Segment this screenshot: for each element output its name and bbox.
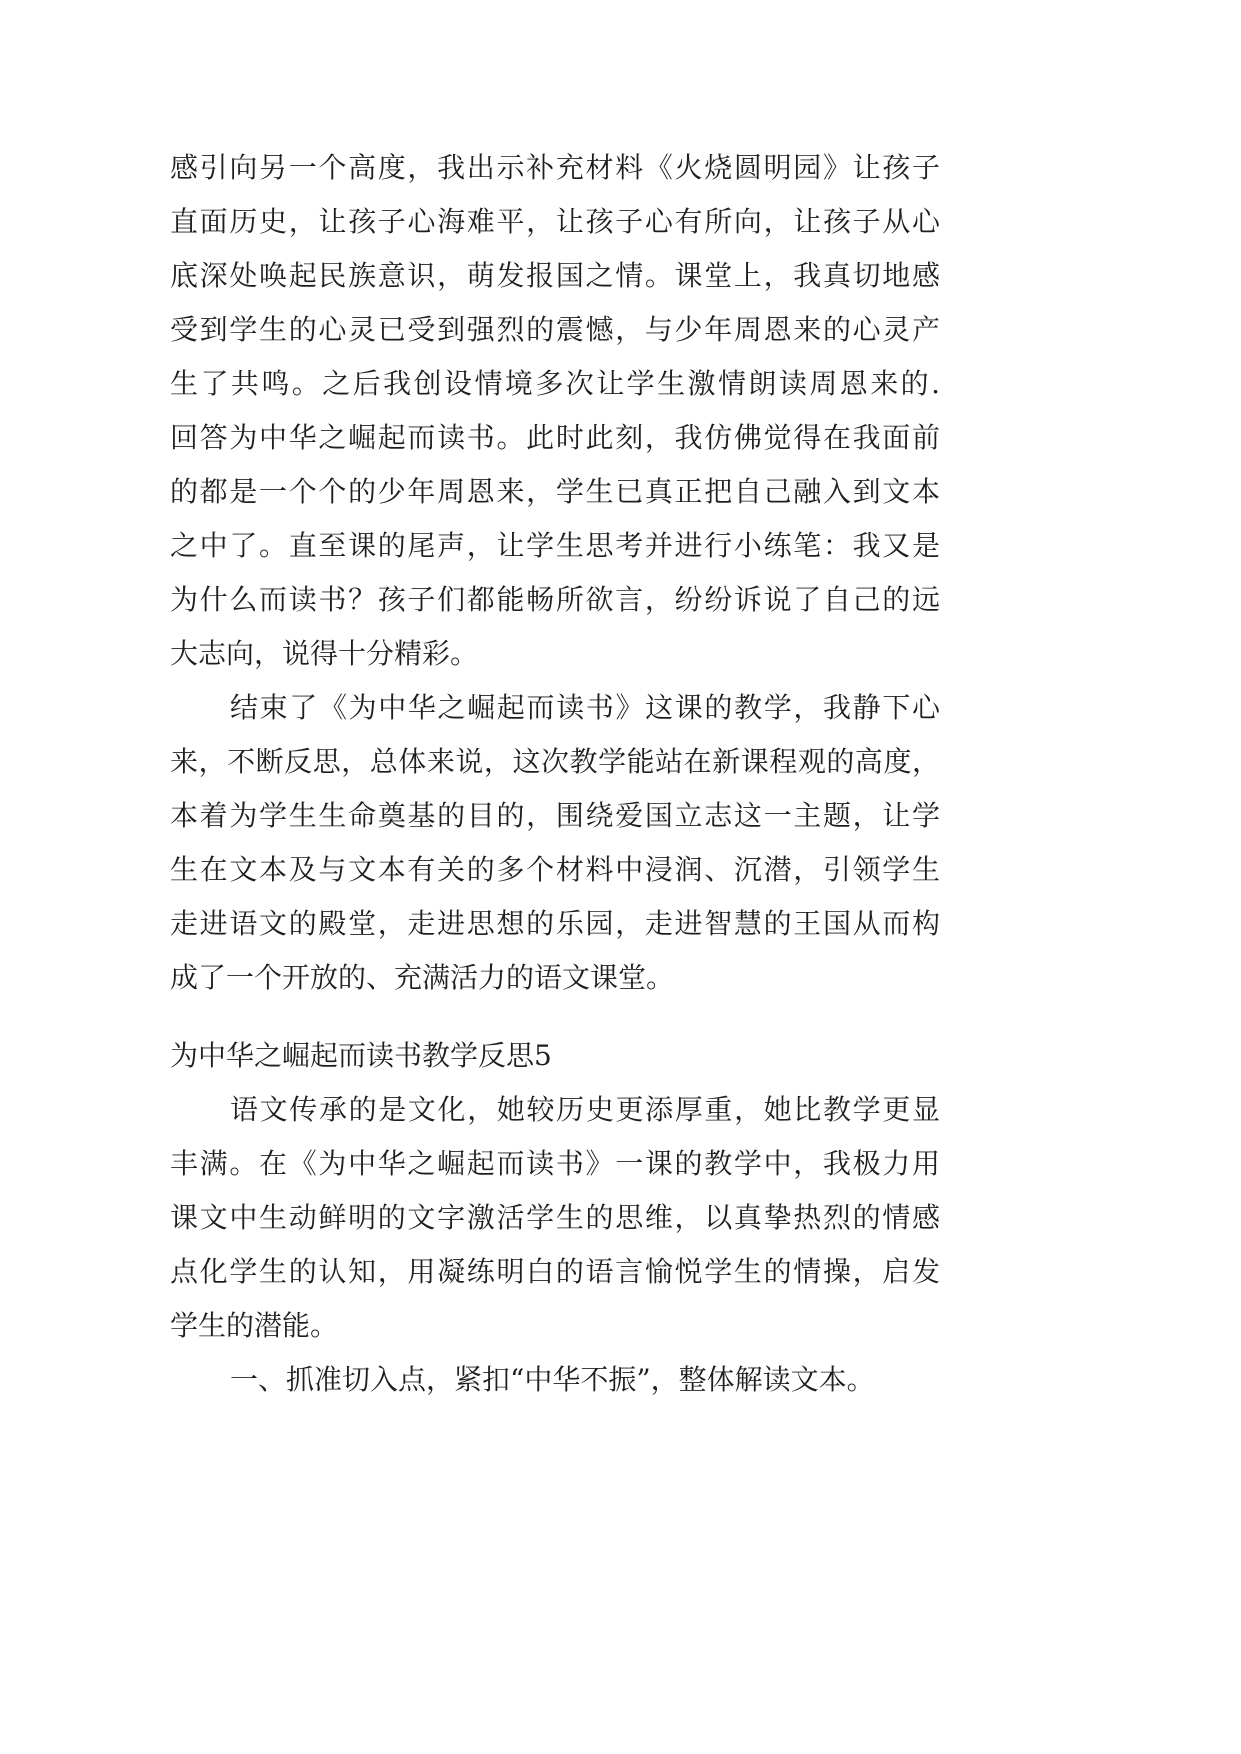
text-line: 回答为中华之崛起而读书。此时此刻，我仿佛觉得在我面前 <box>170 421 940 454</box>
text-line: 感引向另一个高度，我出示补充材料《火烧圆明园》让孩子 <box>170 151 940 184</box>
paragraph-intro <box>170 1083 940 1353</box>
text-line: 大志向，说得十分精彩。 <box>170 637 479 670</box>
text-line: 的都是一个个的少年周恩来，学生已真正把自己融入到文本 <box>170 475 940 508</box>
section-heading: 为中华之崛起而读书教学反思5 <box>170 1039 552 1072</box>
text-line: 生了共鸣。之后我创设情境多次让学生激情朗读周恩来的. <box>170 367 940 400</box>
paragraph-point-one <box>170 1353 940 1407</box>
text-line: 为什么而读书？孩子们都能畅所欲言，纷纷诉说了自己的远 <box>170 583 940 616</box>
text-line: 生在文本及与文本有关的多个材料中浸润、沉潜，引领学生 <box>170 853 940 886</box>
text-line: 学生的潜能。 <box>170 1309 339 1342</box>
document-body <box>170 141 940 1407</box>
text-line: 语文传承的是文化，她较历史更添厚重，她比教学更显 <box>230 1093 940 1126</box>
text-line: 课文中生动鲜明的文字激活学生的思维，以真挚热烈的情感 <box>170 1201 940 1234</box>
text-line: 丰满。在《为中华之崛起而读书》一课的教学中，我极力用 <box>170 1147 940 1180</box>
text-line: 之中了。直至课的尾声，让学生思考并进行小练笔：我又是 <box>170 529 940 562</box>
text-line: 受到学生的心灵已受到强烈的震憾，与少年周恩来的心灵产 <box>170 313 940 346</box>
text-line: 来，不断反思，总体来说，这次教学能站在新课程观的高度， <box>170 745 940 778</box>
text-line: 走进语文的殿堂，走进思想的乐园，走进智慧的王国从而构 <box>170 907 940 940</box>
text-line: 结束了《为中华之崛起而读书》这课的教学，我静下心 <box>230 691 940 724</box>
text-line: 直面历史，让孩子心海难平，让孩子心有所向，让孩子从心 <box>170 205 940 238</box>
text-line: 点化学生的认知，用凝练明白的语言愉悦学生的情操，启发 <box>170 1255 940 1288</box>
text-line: 一、抓准切入点，紧扣“中华不振”，整体解读文本。 <box>230 1363 875 1396</box>
text-line: 本着为学生生命奠基的目的，围绕爱国立志这一主题，让学 <box>170 799 940 832</box>
text-line: 底深处唤起民族意识，萌发报国之情。课堂上，我真切地感 <box>170 259 940 292</box>
text-line: 成了一个开放的、充满活力的语文课堂。 <box>170 961 675 994</box>
paragraph-continuation <box>170 141 940 681</box>
paragraph-reflection-summary <box>170 681 940 1005</box>
